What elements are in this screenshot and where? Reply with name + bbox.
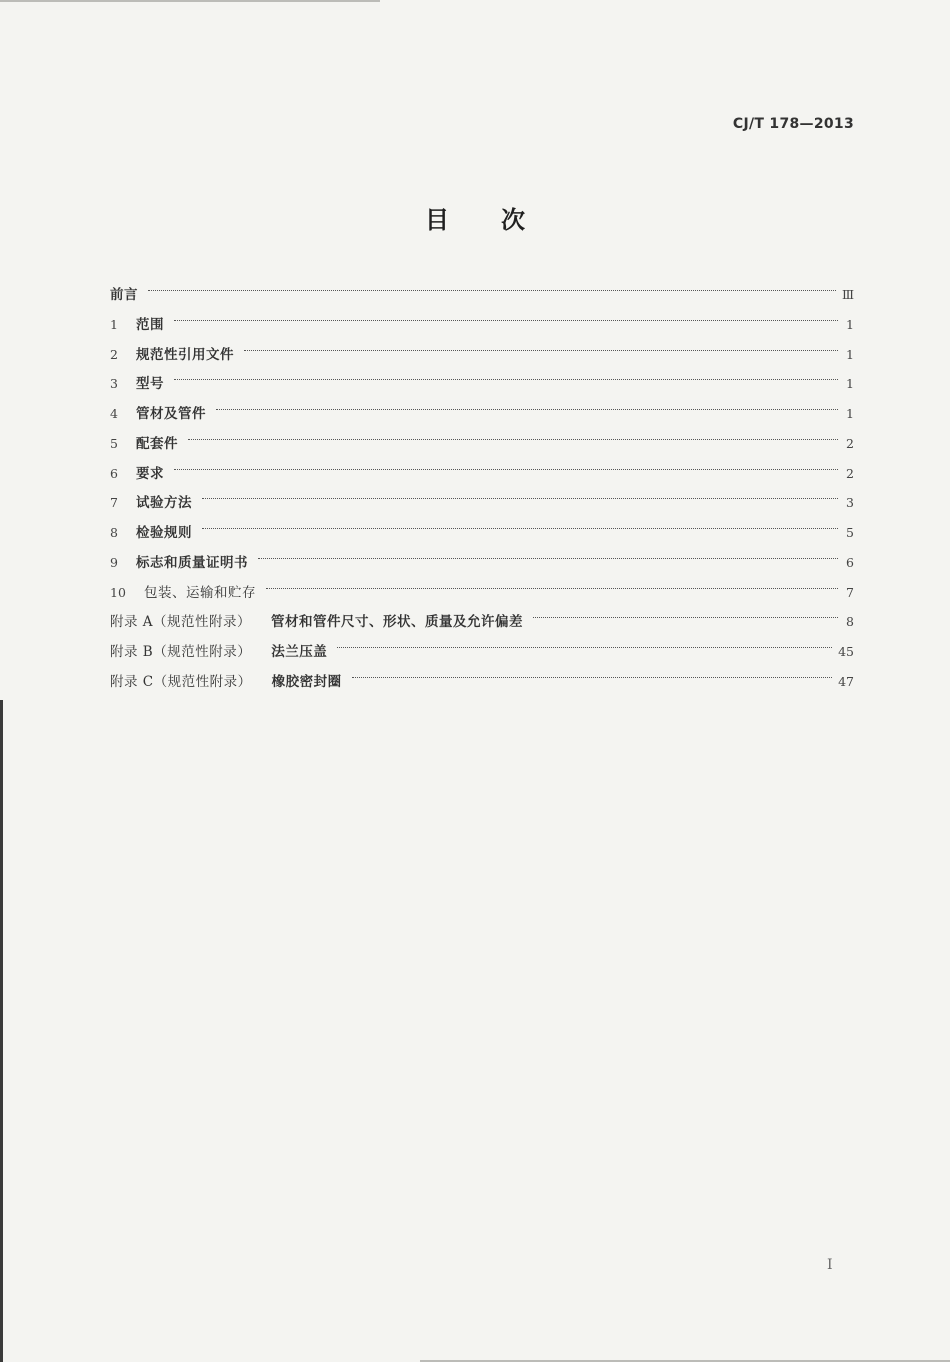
- scan-edge-top: [0, 0, 380, 2]
- scan-edge-left: [0, 700, 3, 1362]
- toc-entry-annex-a[interactable]: [110, 607, 854, 637]
- toc-leader-dots: [148, 290, 836, 291]
- toc-entry-label: 管材及管件: [136, 406, 206, 422]
- toc-entry-7[interactable]: [110, 488, 854, 518]
- toc-entry-page: 1: [846, 376, 854, 392]
- toc-entry-label: 试验方法: [136, 495, 192, 512]
- toc-entry-number: 7: [110, 495, 118, 511]
- toc-entry-8[interactable]: [110, 518, 854, 548]
- toc-entry-3[interactable]: [110, 369, 854, 399]
- toc-entry-page: 47: [838, 673, 854, 689]
- toc-entry-page: 8: [846, 614, 854, 630]
- toc-entry-10[interactable]: [110, 578, 854, 608]
- toc-entry-page: 6: [846, 554, 854, 570]
- toc-entry-page: 1: [846, 316, 854, 332]
- toc-leader-dots: [174, 469, 838, 470]
- toc-entry-page: 3: [846, 495, 854, 511]
- toc-entry-number: 3: [110, 376, 118, 392]
- toc-entry-page: 5: [846, 525, 854, 540]
- toc-entry-subtitle: 管材和管件尺寸、形状、质量及允许偏差: [271, 614, 524, 631]
- toc-leader-dots: [174, 320, 838, 321]
- toc-entry-number: 2: [110, 346, 118, 362]
- toc-leader-dots: [202, 528, 838, 529]
- toc-entry-number: 4: [110, 406, 118, 421]
- toc-entry-page: Ⅲ: [841, 287, 854, 302]
- table-of-contents: [110, 280, 854, 697]
- toc-entry-page: 45: [838, 644, 854, 659]
- toc-entry-5[interactable]: [110, 429, 854, 459]
- toc-entry-label: 附录 B（规范性附录）: [110, 644, 252, 660]
- document-code: CJ/T 178—2013: [732, 116, 854, 132]
- toc-entry-label: 要求: [136, 465, 164, 482]
- toc-entry-foreword[interactable]: [110, 280, 854, 310]
- toc-entry-label: 前言: [110, 287, 138, 303]
- toc-entry-number: 6: [110, 465, 118, 481]
- toc-entry-number: 8: [110, 525, 118, 540]
- toc-entry-9[interactable]: [110, 548, 854, 578]
- toc-entry-1[interactable]: [110, 310, 854, 340]
- toc-leader-dots: [258, 558, 838, 559]
- toc-entry-page: 2: [846, 465, 854, 481]
- toc-entry-annex-b[interactable]: [110, 637, 854, 667]
- toc-entry-label: 附录 C（规范性附录）: [110, 673, 252, 690]
- toc-leader-dots: [352, 677, 832, 678]
- toc-entry-page: 1: [846, 406, 854, 421]
- toc-entry-subtitle: 橡胶密封圈: [271, 673, 342, 690]
- toc-title: 目次: [425, 206, 577, 234]
- toc-entry-page: 7: [846, 584, 854, 600]
- toc-entry-label: 标志和质量证明书: [136, 554, 248, 571]
- toc-entry-label: 规范性引用文件: [136, 346, 234, 363]
- toc-entry-label: 附录 A（规范性附录）: [110, 614, 252, 631]
- toc-entry-number: 10: [110, 584, 126, 600]
- toc-entry-label: 包装、运输和贮存: [144, 584, 256, 601]
- toc-entry-label: 检验规则: [136, 525, 192, 541]
- toc-leader-dots: [266, 588, 838, 589]
- toc-entry-number: 1: [110, 316, 118, 332]
- toc-entry-annex-c[interactable]: [110, 667, 854, 697]
- toc-leader-dots: [202, 498, 838, 499]
- toc-entry-subtitle: 法兰压盖: [271, 644, 328, 660]
- toc-entry-label: 范围: [136, 316, 164, 333]
- toc-entry-number: 9: [110, 554, 118, 570]
- toc-entry-page: 1: [846, 346, 854, 362]
- toc-leader-dots: [174, 379, 838, 380]
- page-number: I: [827, 1257, 833, 1273]
- toc-leader-dots: [533, 617, 838, 618]
- toc-entry-label: 配套件: [136, 435, 178, 452]
- toc-leader-dots: [337, 647, 832, 648]
- toc-entry-4[interactable]: [110, 399, 854, 429]
- toc-leader-dots: [244, 350, 838, 351]
- toc-leader-dots: [216, 409, 838, 410]
- toc-leader-dots: [188, 439, 838, 440]
- toc-entry-6[interactable]: [110, 459, 854, 489]
- toc-entry-label: 型号: [136, 376, 164, 393]
- toc-entry-page: 2: [846, 435, 854, 451]
- toc-entry-2[interactable]: [110, 340, 854, 370]
- toc-entry-number: 5: [110, 435, 118, 451]
